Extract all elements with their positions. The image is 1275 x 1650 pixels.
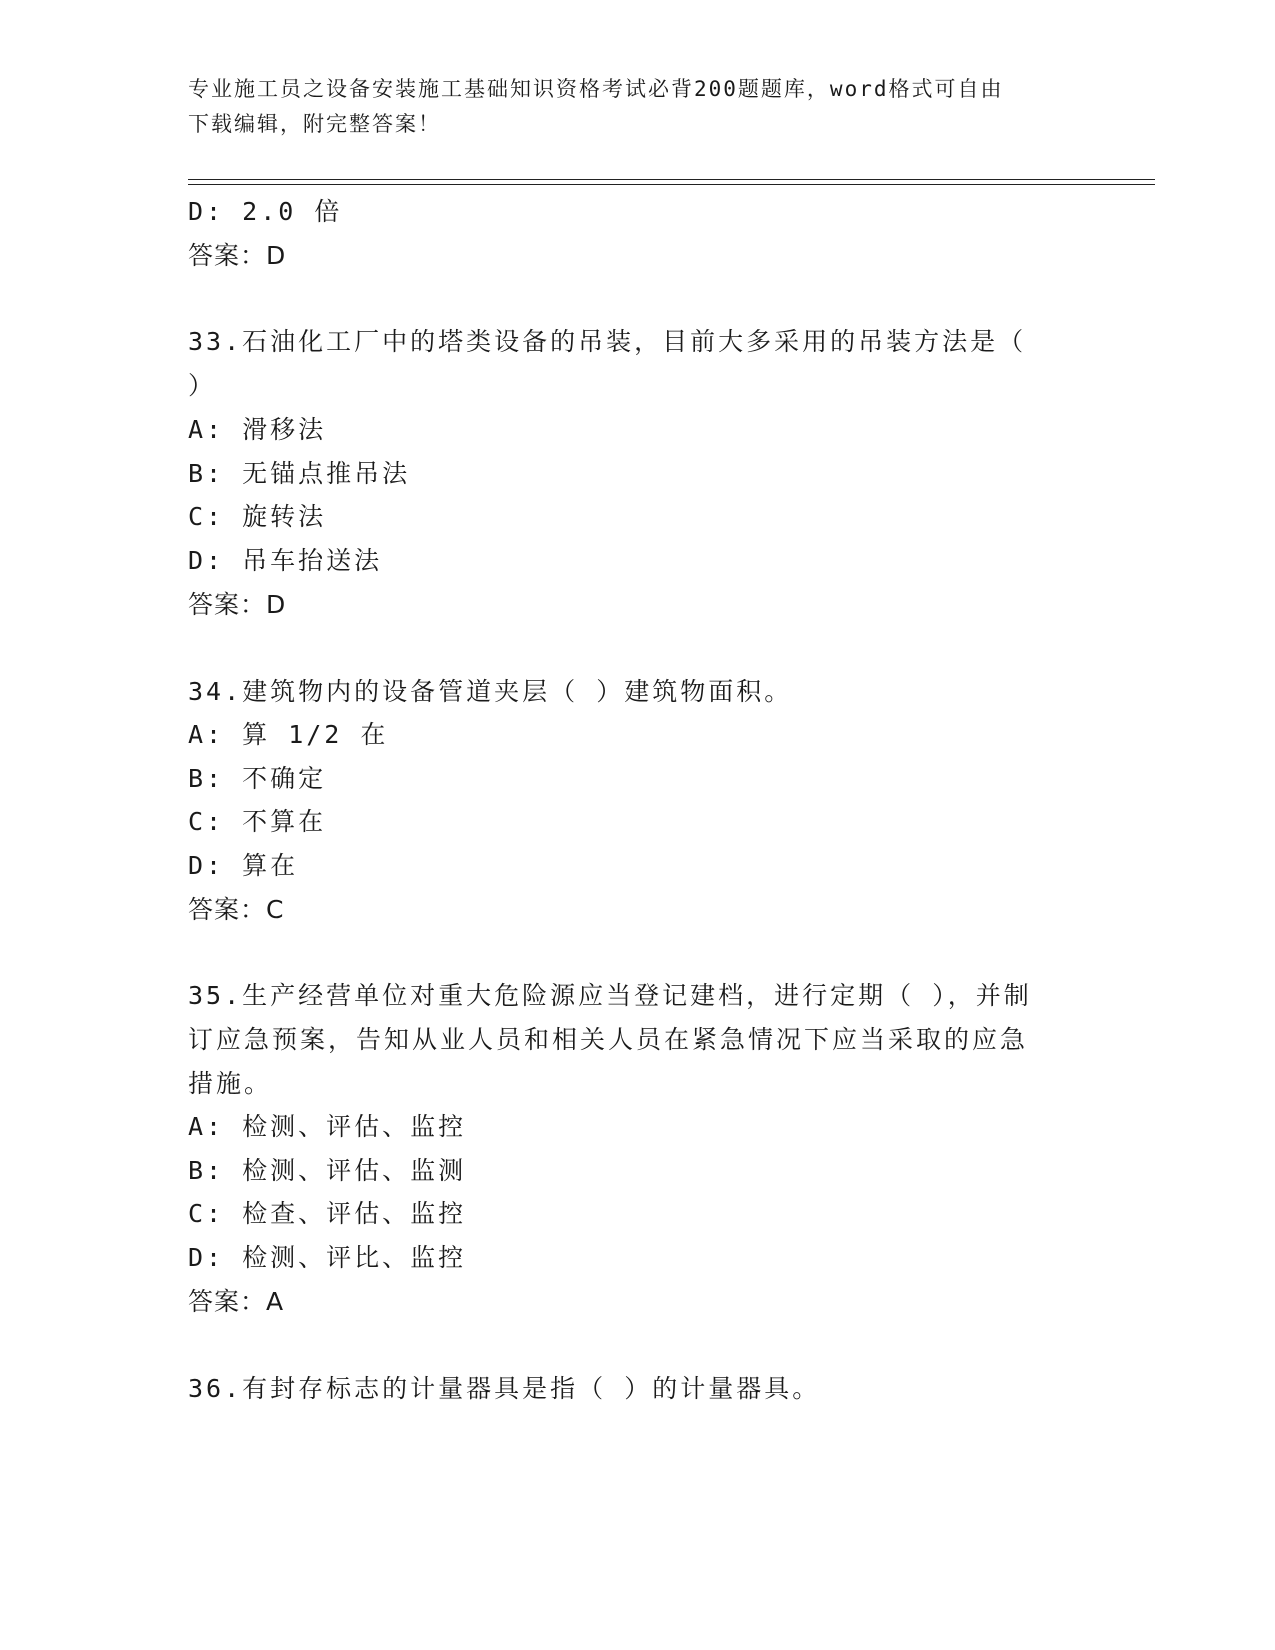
q33-option-d: D: 吊车抬送法 <box>188 546 383 575</box>
q33-stem-line-1: 33.石油化工厂中的塔类设备的吊装，目前大多采用的吊装方法是（ <box>188 327 1027 356</box>
q35-option-a: A: 检测、评估、监控 <box>188 1112 467 1141</box>
q33-stem-line-2: ） <box>188 371 217 400</box>
q33-answer: 答案：D <box>188 590 287 619</box>
q34-answer: 答案：C <box>188 895 285 924</box>
q35-stem-line-3: 措施。 <box>188 1069 273 1098</box>
header-divider-bottom <box>188 184 1155 185</box>
q33-option-b: B: 无锚点推吊法 <box>188 459 411 488</box>
header-line-2: 下载编辑，附完整答案！ <box>188 112 441 136</box>
q34-stem-line-1: 34.建筑物内的设备管道夹层（ ）建筑物面积。 <box>188 677 793 706</box>
q33-option-c: C: 旋转法 <box>188 502 327 531</box>
q35-stem-line-1: 35.生产经营单位对重大危险源应当登记建档，进行定期（ ），并制 <box>188 981 1032 1010</box>
q35-option-b: B: 检测、评估、监测 <box>188 1156 467 1185</box>
header-divider-top <box>188 179 1155 180</box>
prev-option-d: D: 2.0 倍 <box>188 197 343 226</box>
q34-option-c: C: 不算在 <box>188 807 327 836</box>
q35-option-c: C: 检查、评估、监控 <box>188 1199 467 1228</box>
q36-stem-line-1: 36.有封存标志的计量器具是指（ ）的计量器具。 <box>188 1374 821 1403</box>
q33-option-a: A: 滑移法 <box>188 415 327 444</box>
q35-answer: 答案：A <box>188 1287 285 1316</box>
q34-option-a: A: 算 1/2 在 <box>188 720 389 749</box>
document-header <box>188 72 1088 142</box>
q35-option-d: D: 检测、评比、监控 <box>188 1243 467 1272</box>
prev-answer: 答案：D <box>188 241 287 270</box>
q34-option-b: B: 不确定 <box>188 764 327 793</box>
q35-stem-line-2: 订应急预案，告知从业人员和相关人员在紧急情况下应当采取的应急 <box>188 1025 1029 1054</box>
header-line-1: 专业施工员之设备安装施工基础知识资格考试必背200题题库，word格式可自由 <box>188 77 1004 101</box>
q34-option-d: D: 算在 <box>188 851 299 880</box>
